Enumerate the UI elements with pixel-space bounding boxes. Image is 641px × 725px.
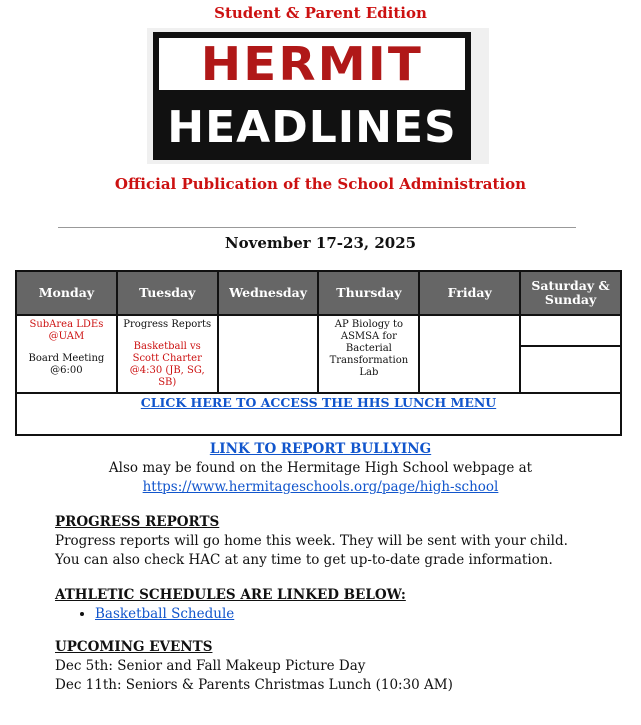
cell-tuesday: [117, 315, 218, 393]
progress-reports-section: [55, 513, 595, 570]
cell-wednesday: [218, 315, 319, 393]
athletic-schedules-list: [55, 605, 595, 624]
day-header-monday: Monday: [16, 271, 117, 315]
logo-bottom-text: HEADLINES: [167, 102, 457, 153]
day-header-tuesday: Tuesday: [117, 271, 218, 315]
hermit-headlines-logo: [147, 28, 489, 164]
bullying-note: Also may be found on the Hermitage High School webpage at: [108, 460, 533, 476]
event-item: Dec 11th: Seniors & Parents Christmas Lunch (10:30 AM): [55, 677, 453, 693]
cell-friday: [419, 315, 520, 393]
edition-label: Student & Parent Edition: [214, 4, 427, 22]
lunch-menu-link[interactable]: CLICK HERE TO ACCESS THE HHS LUNCH MENU: [140, 395, 497, 410]
thursday-event-ap-biology: AP Biology to ASMSA for Bacterial Transformation Lab: [329, 319, 409, 378]
report-bullying-link[interactable]: LINK TO REPORT BULLYING: [209, 441, 432, 457]
day-header-thursday: Thursday: [318, 271, 419, 315]
date-range: November 17-23, 2025: [224, 234, 417, 252]
weekly-calendar: [15, 270, 622, 436]
logo-top-band: [153, 32, 471, 96]
day-header-friday: Friday: [419, 271, 520, 315]
monday-event-board-meeting: Board Meeting @6:00: [28, 353, 105, 376]
upcoming-events-heading: UPCOMING EVENTS: [55, 639, 213, 655]
day-header-weekend: Saturday & Sunday: [520, 271, 621, 315]
athletic-schedules-heading: ATHLETIC SCHEDULES ARE LINKED BELOW:: [55, 587, 406, 603]
school-webpage-link[interactable]: https://www.hermitageschools.org/page/high-school: [142, 479, 499, 495]
logo-bottom-band: [153, 96, 471, 160]
cell-weekend: [520, 315, 621, 393]
progress-reports-body: Progress reports will go home this week. They will be sent with your child. You can also check HAC at any time to get up-to-date grade information.: [55, 533, 568, 568]
monday-event-ldes: SubArea LDEs @UAM: [29, 319, 104, 342]
calendar-header-row: [16, 271, 621, 315]
athletic-schedules-section: [55, 586, 595, 624]
list-item: [95, 605, 595, 624]
cell-monday: [16, 315, 117, 393]
horizontal-divider: [58, 227, 576, 228]
calendar-events-row: [16, 315, 621, 393]
day-header-wednesday: Wednesday: [218, 271, 319, 315]
basketball-schedule-link[interactable]: Basketball Schedule: [95, 606, 235, 622]
bullying-section: [0, 440, 641, 497]
cell-saturday: [521, 316, 620, 347]
logo-top-text: HERMIT: [200, 37, 424, 91]
official-publication-label: Official Publication of the School Administration: [114, 175, 527, 193]
lunch-menu-cell: [16, 393, 621, 435]
event-item: Dec 5th: Senior and Fall Makeup Picture Day: [55, 658, 366, 674]
cell-thursday: [318, 315, 419, 393]
tuesday-event-progress-reports: Progress Reports: [123, 319, 212, 330]
progress-reports-heading: PROGRESS REPORTS: [55, 514, 220, 530]
upcoming-events-section: [55, 638, 595, 695]
tuesday-event-basketball: Basketball vs Scott Charter @4:30 (JB, SG, SB): [129, 341, 205, 388]
lunch-menu-row: [16, 393, 621, 435]
